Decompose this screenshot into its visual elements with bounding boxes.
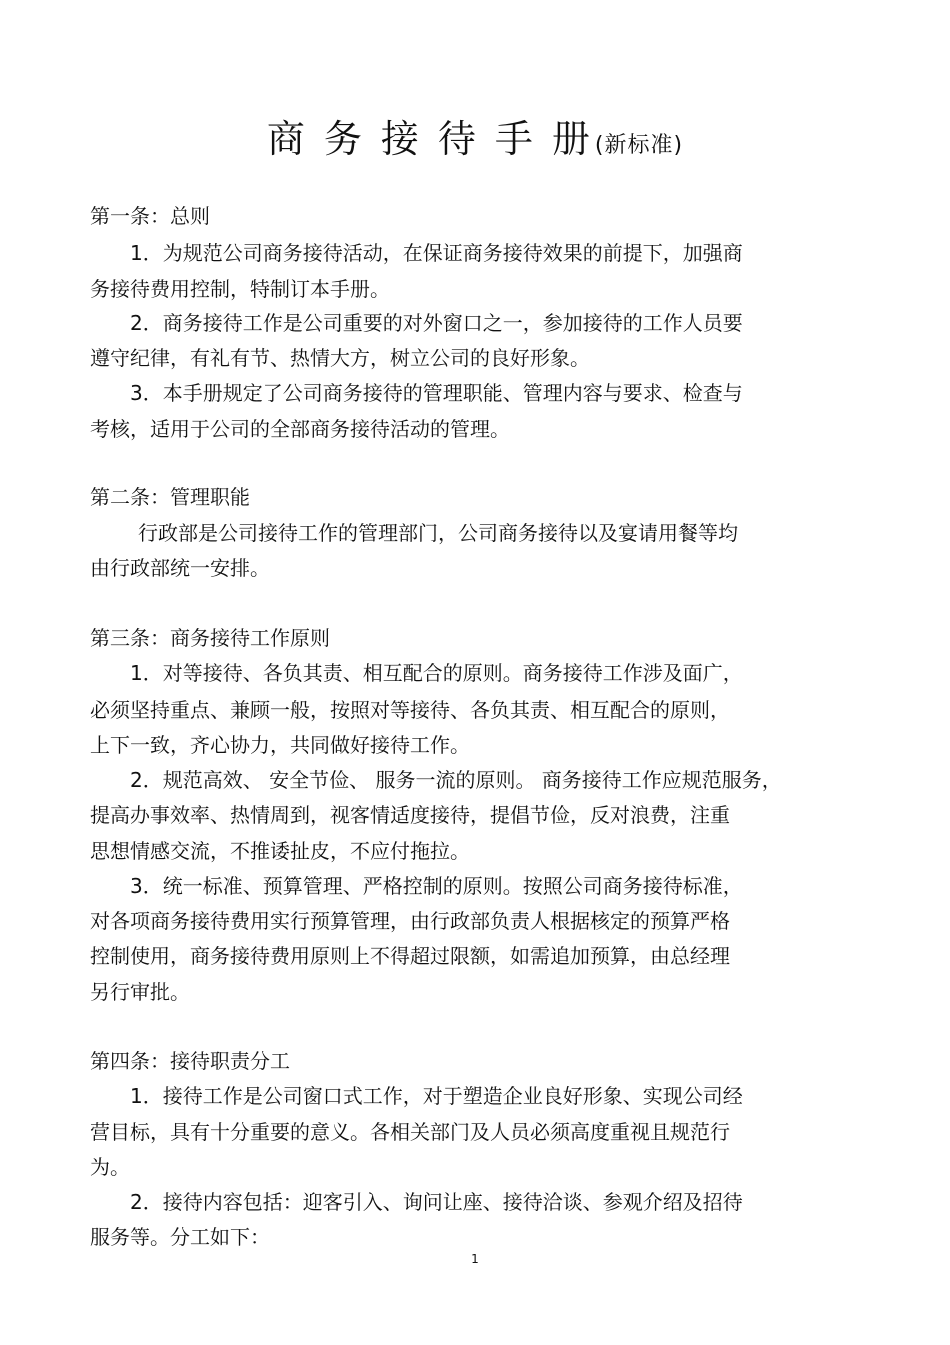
- paragraph-line: 考核，适用于公司的全部商务接待活动的管理。: [90, 417, 510, 441]
- paragraph-line: 务接待费用控制，特制订本手册。: [90, 277, 390, 301]
- title-subtitle: (新标准): [594, 133, 684, 158]
- paragraph-line: 思想情感交流，不推诿扯皮，不应付拖拉。: [90, 839, 470, 863]
- paragraph-line: 为。: [90, 1155, 130, 1179]
- paragraph-line: 由行政部统一安排。: [90, 556, 270, 580]
- article-2-heading: 第二条：管理职能: [90, 485, 250, 509]
- article-1-heading: 第一条：总则: [90, 204, 210, 228]
- paragraph-line: 2．规范高效、 安全节俭、 服务一流的原则。 商务接待工作应规范服务，: [130, 768, 782, 792]
- paragraph-line: 必须坚持重点、兼顾一般，按照对等接待、各负其责、相互配合的原则，: [90, 698, 730, 722]
- paragraph-line: 遵守纪律，有礼有节、热情大方，树立公司的良好形象。: [90, 346, 590, 370]
- paragraph-line: 行政部是公司接待工作的管理部门，公司商务接待以及宴请用餐等均: [138, 521, 738, 545]
- paragraph-line: 2．商务接待工作是公司重要的对外窗口之一，参加接待的工作人员要: [130, 311, 743, 335]
- article-4-heading: 第四条：接待职责分工: [90, 1049, 290, 1073]
- article-3-heading: 第三条：商务接待工作原则: [90, 626, 330, 650]
- paragraph-line: 1．对等接待、各负其责、相互配合的原则。商务接待工作涉及面广，: [130, 661, 743, 685]
- paragraph-line: 3．统一标准、预算管理、严格控制的原则。按照公司商务接待标准，: [130, 874, 743, 898]
- page-number: 1: [471, 1252, 479, 1266]
- document-title: [0, 108, 950, 163]
- paragraph-line: 营目标，具有十分重要的意义。各相关部门及人员必须高度重视且规范行: [90, 1120, 730, 1144]
- paragraph-line: 提高办事效率、热情周到，视客情适度接待，提倡节俭，反对浪费，注重: [90, 803, 730, 827]
- paragraph-line: 另行审批。: [90, 980, 190, 1004]
- paragraph-line: 服务等。分工如下：: [90, 1225, 270, 1249]
- paragraph-line: 3．本手册规定了公司商务接待的管理职能、管理内容与要求、检查与: [130, 381, 743, 405]
- title-main: 商务接待手册: [266, 117, 609, 161]
- paragraph-line: 对各项商务接待费用实行预算管理，由行政部负责人根据核定的预算严格: [90, 909, 730, 933]
- paragraph-line: 2．接待内容包括：迎客引入、询问让座、接待洽谈、参观介绍及招待: [130, 1190, 743, 1214]
- paragraph-line: 1．为规范公司商务接待活动，在保证商务接待效果的前提下，加强商: [130, 241, 743, 265]
- paragraph-line: 1．接待工作是公司窗口式工作，对于塑造企业良好形象、实现公司经: [130, 1084, 743, 1108]
- paragraph-line: 上下一致，齐心协力，共同做好接待工作。: [90, 733, 470, 757]
- paragraph-line: 控制使用，商务接待费用原则上不得超过限额，如需追加预算，由总经理: [90, 944, 730, 968]
